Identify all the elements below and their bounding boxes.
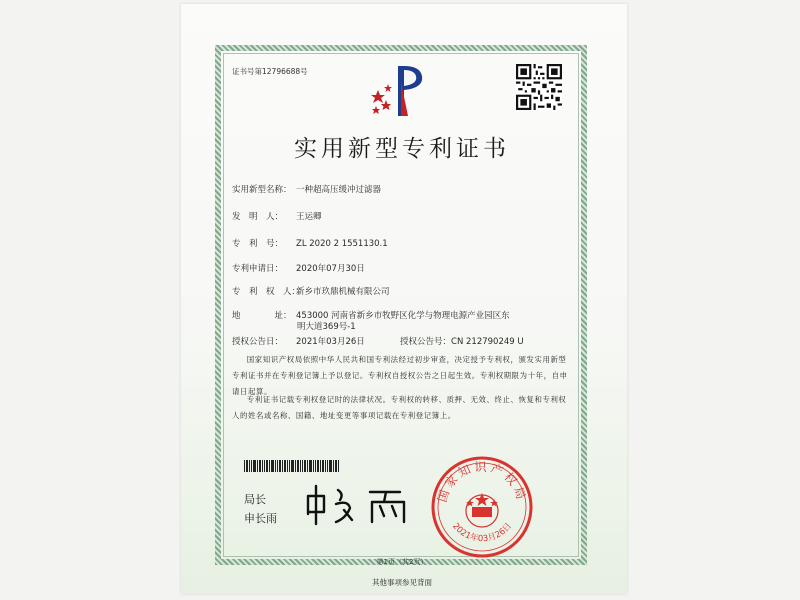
svg-text:国家知识产权局: 国家知识产权局 — [434, 460, 530, 504]
field-label: 实用新型名称： — [232, 185, 292, 195]
field-inventor — [232, 210, 322, 222]
field-label: 专利申请日： — [232, 264, 284, 274]
cnipa-logo-icon — [368, 60, 432, 120]
field-label: 发 明 人： — [232, 212, 284, 222]
certificate-number: 证书号第12796688号 — [232, 67, 308, 76]
handwritten-signature — [300, 480, 430, 530]
authorization-date-label: 授权公告日： — [232, 337, 284, 347]
publication-number: CN 212790249 U — [451, 337, 524, 347]
field-value: 2020年07月30日 — [296, 264, 365, 274]
publication-group — [400, 335, 524, 347]
director-name: 申长雨 — [244, 512, 277, 525]
official-seal-icon — [430, 455, 534, 559]
legal-paragraph-1: 国家知识产权局依照中华人民共和国专利法经过初步审查，决定授予专利权，颁发实用新型专利证书并在专利登记簿上予以登记。专利权自授权公告之日起生效。专利权期限为十年，自申请日起算。 — [232, 355, 568, 396]
field-value: 一种超高压缓冲过滤器 — [296, 185, 382, 195]
field-patent-number — [232, 237, 388, 249]
svg-text:2021年03月26日: 2021年03月26日 — [450, 521, 514, 545]
field-value: 王运卿 — [296, 212, 322, 222]
qr-code-icon — [516, 64, 562, 110]
page-number: 第1页（共2页） — [376, 558, 428, 566]
field-application-date — [232, 262, 365, 274]
footer-note: 其他事项参见背面 — [372, 578, 432, 587]
field-utility-model-name — [232, 183, 381, 195]
field-label: 地 址： — [232, 311, 292, 321]
legal-paragraph-2: 专利证书记载专利权登记时的法律状况。专利权的转移、质押、无效、终止、恢复和专利权人的姓名或名称、国籍、地址变更等事项记载在专利登记簿上。 — [232, 395, 567, 420]
director-title: 局长 — [244, 493, 266, 506]
field-address — [232, 309, 510, 321]
field-label: 专 利 权 人： — [232, 287, 301, 297]
certificate-title: 实用新型专利证书 — [294, 136, 510, 162]
authorization-date: 2021年03月26日 — [296, 337, 365, 347]
field-value: 453000 河南省新乡市牧野区化学与物理电源产业园区东 — [296, 311, 510, 321]
barcode-icon — [244, 460, 340, 472]
field-value: ZL 2020 2 1551130.1 — [296, 239, 388, 249]
authorization-row — [232, 335, 524, 347]
publication-label: 授权公告号： — [400, 337, 452, 347]
field-patentee — [232, 285, 390, 297]
field-label: 专 利 号： — [232, 239, 284, 249]
field-value: 新乡市玖鼎机械有限公司 — [296, 287, 390, 297]
address-line-2: 明大道369号-1 — [297, 322, 356, 332]
